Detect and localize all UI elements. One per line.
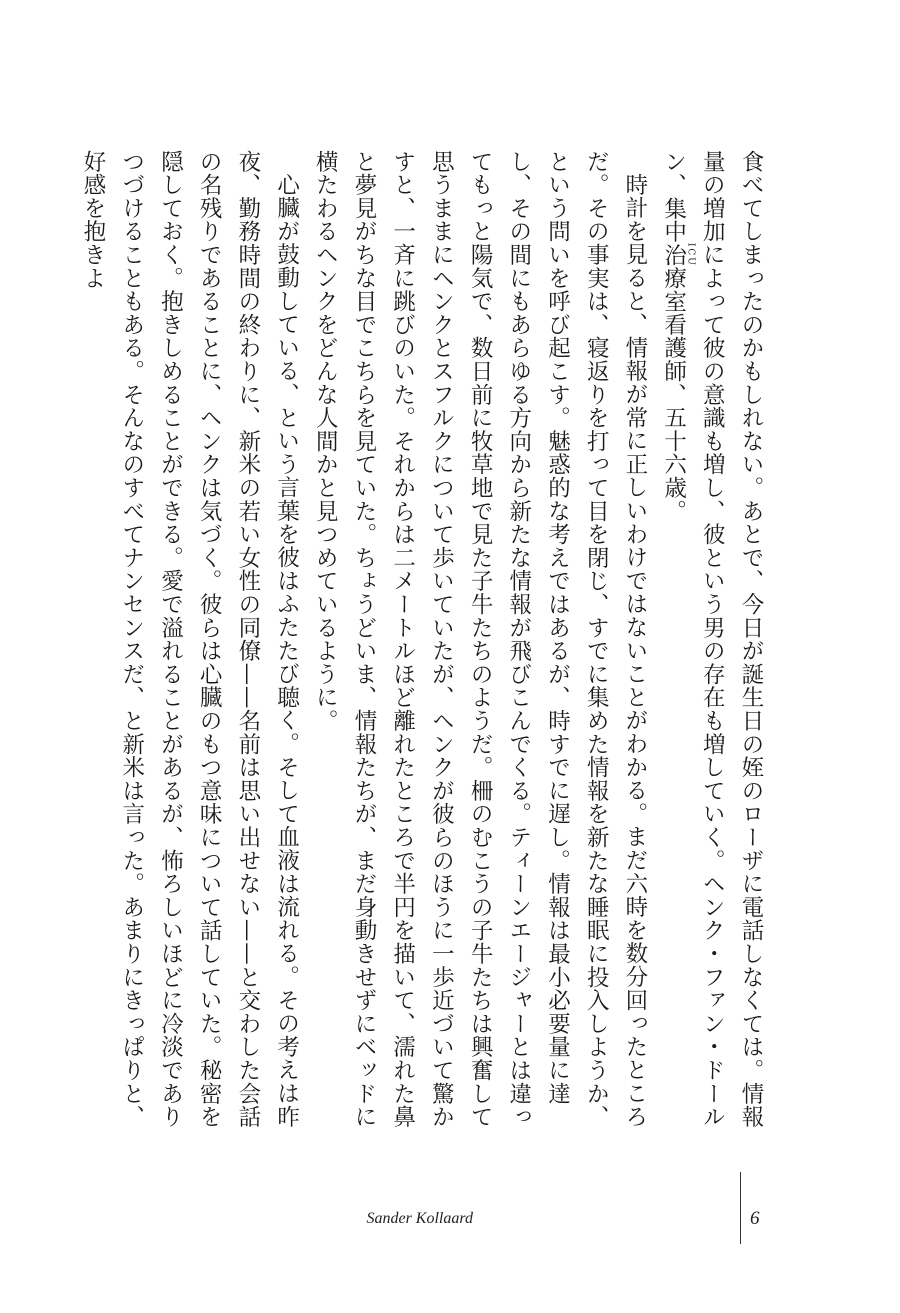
paragraph-3: 心臓が鼓動している、という言葉を彼はふたたび聴く。そして血液は流れる。その考えは昨夜、勤務時間の終わりに、新米の若い女性の同僚——名前は思い出せない——と交わした会話の名残りであることに、ヘンクは気づく。彼らは心臓のもつ意味について話していた。秘密を隠しておく。抱きしめることができる。愛で溢れることがあるが、怖ろしいほどに冷淡でありつづけることもある。そんなのすべてナンセンスだ、と新米は言った。あまりにきっぱりと、好感を抱きよ xyxy=(80,150,300,1129)
paragraph-1-tail: 看護師、五十六歳。 xyxy=(660,313,687,523)
paragraph-2: 時計を見ると、情報が常に正しいわけではないことがわかる。まだ六時を数分回ったところだ。その事実は、寝返りを打って目を閉じ、すでに集めた情報を新たな睡眠に投入しようか、という問いを呼び起こす。魅惑的な考えではあるが、時すでに遅し。情報は最小必要量に達し、その間にもあらゆる方向から新たな情報が飛びこんでくる。ティーンエージャーとは違ってもっと陽気で、数日前に牧草地で見た子牛たちのようだ。柵のむこうの子牛たちは興奮して思うままにヘンクとスフルクについて歩いていたが、ヘンクが彼らのほうに一歩近づいて驚かすと、一斉に跳びのいた。それからは二メートルほど離れたところで半円を描いて、濡れた鼻と夢見がちな目でこちらを見ていた。ちょうどいま、情報たちが、まだ身動きせずにベッドに横たわるヘンクをどんな人間かと見つめているように。 xyxy=(312,150,648,1129)
icu-ruby-base: 集中治療室 xyxy=(660,196,687,314)
paragraph-1 xyxy=(654,150,770,1140)
page-number: 6 xyxy=(750,1208,760,1229)
icu-ruby xyxy=(660,196,696,314)
paragraph-1-text: 食べてしまったのかもしれない。あとで、今日が誕生日の姪のローザに電話しなくては。情報量の増加によって彼の意識も増し、彼という男の存在も増していく。ヘンク・ファン・ドールン、 xyxy=(660,150,764,1129)
footer-author: Sander Kollaard xyxy=(366,1210,473,1227)
body-text xyxy=(80,150,770,1140)
icu-ruby-annotation: ICU xyxy=(685,196,696,314)
footer-divider xyxy=(740,1172,741,1244)
